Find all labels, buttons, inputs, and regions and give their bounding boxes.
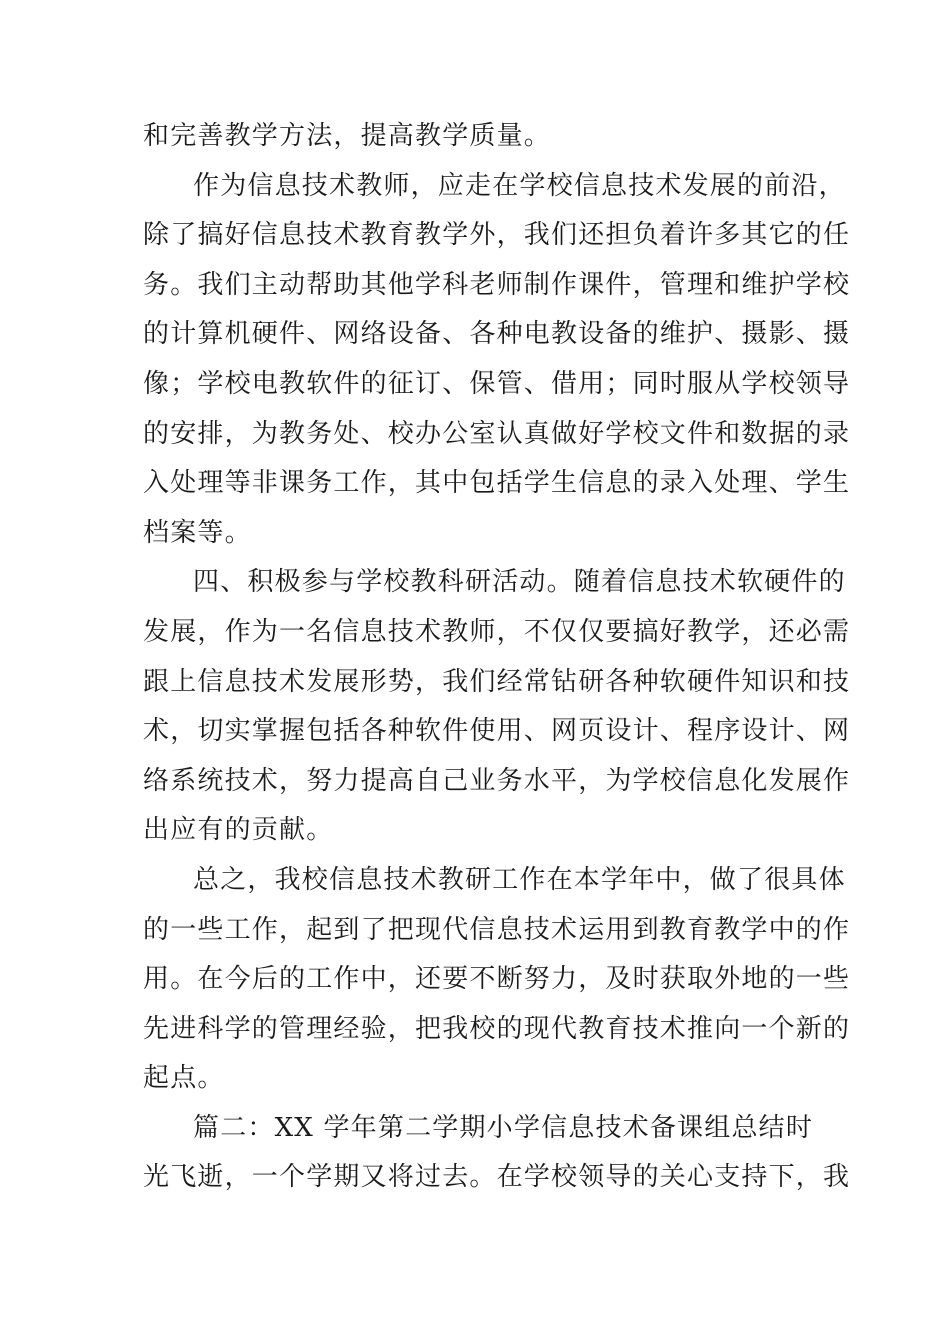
text-line: 总之，我校信息技术教研工作在本学年中，做了很具体 (193, 864, 846, 895)
text-line: 像；学校电教软件的征订、保管、借用；同时服从学校领导 (143, 368, 851, 399)
text-line: 光飞逝，一个学期又将过去。在学校领导的关心支持下，我 (143, 1162, 851, 1193)
text-line: 档案等。 (143, 517, 252, 548)
document-body (143, 112, 851, 1203)
text-line: 务。我们主动帮助其他学科老师制作课件，管理和维护学校 (143, 269, 851, 300)
text-line: 四、积极参与学校教科研活动。随着信息技术软硬件的 (193, 567, 846, 598)
text-line: 发展，作为一名信息技术教师，不仅仅要搞好教学，还必需 (143, 616, 851, 647)
text-line: 除了搞好信息技术教育教学外，我们还担负着许多其它的任 (143, 220, 851, 251)
text-line: 入处理等非课务工作，其中包括学生信息的录入处理、学生 (143, 468, 851, 499)
text-line: 的一些工作，起到了把现代信息技术运用到教育教学中的作 (143, 914, 851, 945)
text-line: 和完善教学方法，提高教学质量。 (143, 121, 552, 151)
text-line: 络系统技术，努力提高自己业务水平，为学校信息化发展作 (143, 765, 851, 796)
section-heading-line: 篇二：XX 学年第二学期小学信息技术备课组总结时 (193, 1112, 814, 1143)
text-line: 起点。 (143, 1063, 225, 1094)
text-line: 跟上信息技术发展形势，我们经常钻研各种软硬件知识和技 (143, 666, 851, 697)
text-line: 出应有的贡献。 (143, 815, 334, 846)
text-line: 用。在今后的工作中，还要不断努力，及时获取外地的一些 (143, 964, 851, 995)
text-line: 的计算机硬件、网络设备、各种电教设备的维护、摄影、摄 (143, 319, 851, 350)
text-line: 的安排，为教务处、校办公室认真做好学校文件和数据的录 (143, 418, 851, 449)
text-line: 术，切实掌握包括各种软件使用、网页设计、程序设计、网 (143, 716, 851, 747)
text-line: 先进科学的管理经验，把我校的现代教育技术推向一个新的 (143, 1013, 851, 1044)
text-line: 作为信息技术教师，应走在学校信息技术发展的前沿， (193, 170, 846, 201)
